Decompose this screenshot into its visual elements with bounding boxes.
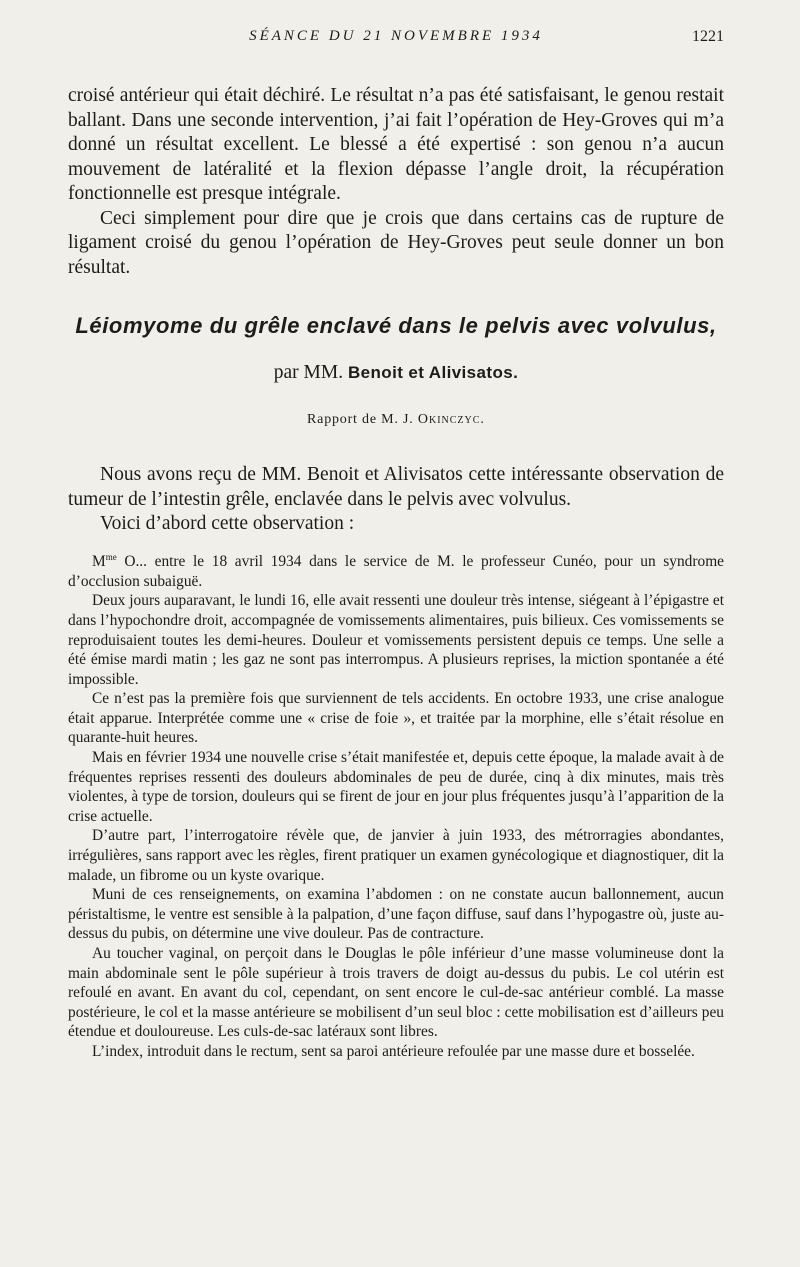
honorific-sup: me (105, 552, 117, 562)
paragraph: Deux jours auparavant, le lundi 16, elle avait ressenti une douleur très intense, siégeant à l’épigastre et dans l’hypochondre droit, accompagnée de vomissements alimentaires, puis bilieux. Ces vomissements se reproduisaient toutes les demi-heures. Douleur et vomissements persistent depuis ce temps. Une selle a été émise mardi matin ; les gaz ne sont pas interrompus. A plusieurs reprises, la miction spontanée a été impossible. (68, 592, 724, 688)
paragraph: Ceci simplement pour dire que je crois que dans certains cas de rupture de ligament croisé du genou l’opération de Hey-Groves peut seule donner un bon résultat. (68, 207, 724, 278)
paragraph: Nous avons reçu de MM. Benoit et Alivisatos cette intéressante observation de tumeur de l’intestin grêle, enclavée dans le pelvis avec volvulus. (68, 464, 724, 510)
paragraph: Ce n’est pas la première fois que surviennent de tels accidents. En octobre 1933, une crise analogue était apparue. Interprétée comme une « crise de foie », et traitée par la morphine, elle s’était résolue en quarante-huit heures. (68, 690, 724, 747)
honorific: M (92, 553, 106, 571)
report-prefix: Rapport de M. J. (307, 412, 414, 427)
paragraph: Muni de ces renseignements, on examina l’abdomen : on ne constate aucun ballonnement, aucun péristaltisme, le ventre est sensible à la palpation, d’une façon diffuse, sauf dans l’hypogastre où, juste au-dessus du pubis, on détermine une vive douleur. Pas de contracture. (68, 886, 724, 943)
paragraph-rest: O... entre le 18 avril 1934 dans le service de M. le professeur Cunéo, pour un syndrome d’occlusion subaiguë. (68, 553, 724, 590)
running-head (68, 28, 724, 54)
page-number: 1221 (692, 28, 724, 45)
intro-text (68, 463, 724, 537)
authors-names: Benoit et Alivisatos. (347, 363, 519, 382)
paragraph (68, 548, 724, 591)
paragraph: Au toucher vaginal, on perçoit dans le Douglas le pôle inférieur d’une masse volumineuse dont la main abdominale sent le pôle supérieur à trois travers de doigt au-dessus du pubis. Le col utérin est refoulé en avant. En avant du col, cependant, on sent encore le cul-de-sac antérieur comblé. La masse postérieure, le col et la masse antérieure se mobilisent d’un seul bloc : cette mobilisation est d’ailleurs peu étendue et douloureuse. Les culs-de-sac latéraux sont libres. (68, 945, 724, 1041)
paragraph: Mais en février 1934 une nouvelle crise s’était manifestée et, depuis cette époque, la malade avait à de fréquentes reprises ressenti des douleurs abdominales de peu de durée, cinq à dix minutes, mais très violentes, à type de torsion, douleurs qui se firent de jour en jour plus fréquentes jusqu’à l’apparition de la crise actuelle. (68, 749, 724, 825)
observation-text (68, 548, 724, 1062)
continued-text (68, 84, 724, 280)
article-authors (68, 362, 724, 384)
report-author: Okinczyc. (417, 412, 485, 427)
paragraph: Voici d’abord cette observation : (100, 513, 355, 534)
authors-prefix: par MM. (273, 362, 344, 383)
paragraph: D’autre part, l’interrogatoire révèle que, de janvier à juin 1933, des métrorragies abondantes, irrégulières, sans rapport avec les règles, firent pratiquer un examen gynécologique et diagnostiquer, dit la malade, un fibrome ou un kyste ovarique. (68, 827, 724, 884)
paragraph: croisé antérieur qui était déchiré. Le résultat n’a pas été satisfaisant, le genou restait ballant. Dans une seconde intervention, j’ai fait l’opération de Hey-Groves qui m’a donné un résultat excellent. Le blessé a été expertisé : son genou n’a aucun mouvement de latéralité et la flexion dépasse l’angle droit, la récupération fonctionnelle est presque intégrale. (68, 85, 724, 204)
paragraph: L’index, introduit dans le rectum, sent sa paroi antérieure refoulée par une masse dure et bosselée. (92, 1042, 695, 1060)
article-title: Léiomyome du grêle enclavé dans le pelvis avec volvulus, (75, 313, 717, 338)
running-title: SÉANCE DU 21 NOVEMBRE 1934 (249, 28, 543, 44)
report-line (68, 412, 724, 428)
